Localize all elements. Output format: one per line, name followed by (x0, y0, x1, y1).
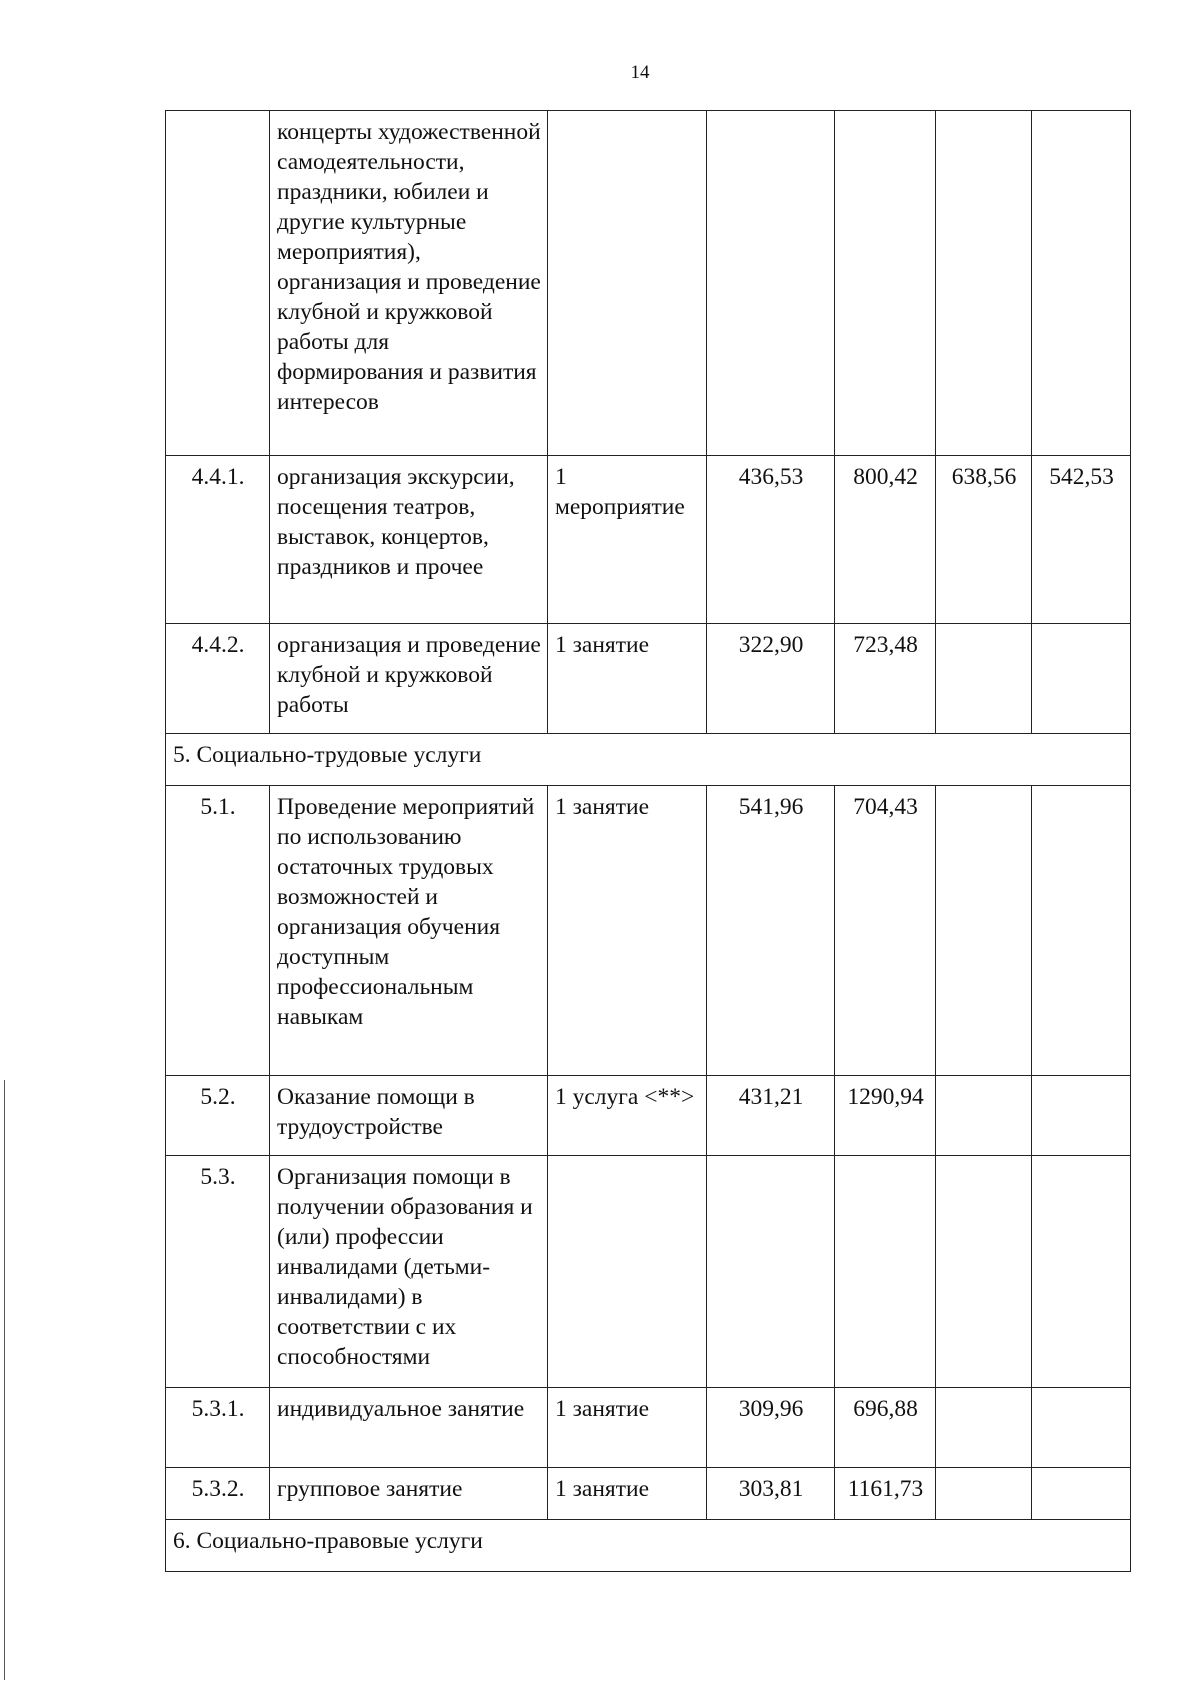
section-title: 6. Социально-правовые услуги (166, 1520, 1131, 1572)
table-row (166, 786, 1131, 1076)
row-number: 5.1. (166, 786, 270, 1076)
value-col-4 (1032, 1076, 1131, 1156)
value-col-4 (1032, 786, 1131, 1076)
service-unit (548, 1156, 707, 1388)
value-col-1: 436,53 (707, 456, 835, 624)
service-name: индивидуальное занятие (270, 1388, 548, 1468)
row-number: 4.4.2. (166, 624, 270, 734)
tariff-table (165, 110, 1131, 1572)
value-col-1 (707, 111, 835, 456)
service-name: Оказание помощи в трудоустройстве (270, 1076, 548, 1156)
service-name: организация и проведение клубной и кружковой работы (270, 624, 548, 734)
service-name: Организация помощи в получении образования и (или) профессии инвалидами (детьми-инвалидами) в соответствии с их способностями (270, 1156, 548, 1388)
value-col-3 (936, 1468, 1032, 1520)
value-col-1 (707, 1156, 835, 1388)
value-col-4 (1032, 1156, 1131, 1388)
value-col-2 (835, 1156, 936, 1388)
value-col-3: 638,56 (936, 456, 1032, 624)
value-col-1: 431,21 (707, 1076, 835, 1156)
scan-margin-line (4, 1080, 5, 1680)
table-row (166, 456, 1131, 624)
table-row (166, 1388, 1131, 1468)
row-number: 5.3.1. (166, 1388, 270, 1468)
value-col-2 (835, 111, 936, 456)
value-col-3 (936, 1076, 1032, 1156)
value-col-1: 309,96 (707, 1388, 835, 1468)
table-row (166, 1156, 1131, 1388)
value-col-4: 542,53 (1032, 456, 1131, 624)
value-col-4 (1032, 624, 1131, 734)
value-col-2: 696,88 (835, 1388, 936, 1468)
service-name: организация экскурсии, посещения театров, выставок, концертов, праздников и прочее (270, 456, 548, 624)
value-col-2: 723,48 (835, 624, 936, 734)
value-col-2: 704,43 (835, 786, 936, 1076)
value-col-2: 1161,73 (835, 1468, 936, 1520)
value-col-2: 800,42 (835, 456, 936, 624)
value-col-3 (936, 624, 1032, 734)
value-col-3 (936, 1388, 1032, 1468)
row-number: 4.4.1. (166, 456, 270, 624)
table-row (166, 1468, 1131, 1520)
service-unit: 1 занятие (548, 624, 707, 734)
service-name: Проведение мероприятий по использованию остаточных трудовых возможностей и организация обучения доступным профессиональным навыкам (270, 786, 548, 1076)
row-number: 5.2. (166, 1076, 270, 1156)
value-col-4 (1032, 111, 1131, 456)
value-col-2: 1290,94 (835, 1076, 936, 1156)
value-col-4 (1032, 1468, 1131, 1520)
service-unit (548, 111, 707, 456)
section-header-row (166, 734, 1131, 786)
value-col-1: 322,90 (707, 624, 835, 734)
section-header-row (166, 1520, 1131, 1572)
service-name: концерты художественной самодеятельности, праздники, юбилеи и другие культурные мероприятия), организация и проведение клубной и кружковой работы для формирования и развития интересов (270, 111, 548, 456)
value-col-1: 303,81 (707, 1468, 835, 1520)
section-title: 5. Социально-трудовые услуги (166, 734, 1131, 786)
service-unit: 1 занятие (548, 1388, 707, 1468)
service-unit: 1 услуга <**> (548, 1076, 707, 1156)
table-row (166, 111, 1131, 456)
row-number (166, 111, 270, 456)
value-col-3 (936, 111, 1032, 456)
value-col-3 (936, 786, 1032, 1076)
service-name: групповое занятие (270, 1468, 548, 1520)
table-row (166, 624, 1131, 734)
service-unit: 1 мероприятие (548, 456, 707, 624)
row-number: 5.3. (166, 1156, 270, 1388)
row-number: 5.3.2. (166, 1468, 270, 1520)
value-col-4 (1032, 1388, 1131, 1468)
service-unit: 1 занятие (548, 786, 707, 1076)
value-col-1: 541,96 (707, 786, 835, 1076)
table-row (166, 1076, 1131, 1156)
page-number: 14 (630, 62, 650, 83)
service-unit: 1 занятие (548, 1468, 707, 1520)
value-col-3 (936, 1156, 1032, 1388)
